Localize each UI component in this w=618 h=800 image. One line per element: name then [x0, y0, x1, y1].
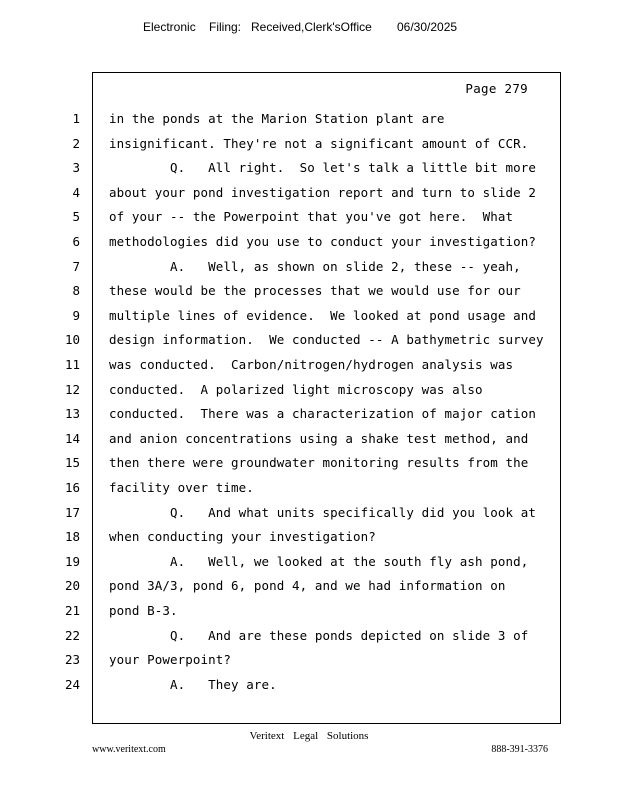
transcript-line: pond 3A/3, pond 6, pond 4, and we had information on: [109, 578, 506, 593]
line-number: 13: [64, 406, 80, 421]
line-number: 21: [64, 603, 80, 618]
filing-header-filing: Filing:: [209, 20, 242, 34]
transcript-line: Q. And what units specifically did you look at: [109, 505, 537, 520]
filing-header-date: 06/30/2025: [397, 20, 458, 34]
line-number: 2: [72, 136, 80, 151]
line-number: 12: [64, 382, 80, 397]
line-number: 17: [64, 505, 80, 520]
transcript-line: in the ponds at the Marion Station plant are: [109, 111, 445, 126]
line-number: 14: [64, 431, 80, 446]
transcript-line: insignificant. They're not a significant amount of CCR.: [109, 136, 529, 151]
line-number: 1: [72, 111, 80, 126]
line-number: 4: [72, 185, 80, 200]
line-number: 11: [64, 357, 80, 372]
transcript-line: about your pond investigation report and turn to slide 2: [109, 185, 537, 200]
line-number: 15: [64, 455, 80, 470]
line-number: 10: [64, 332, 80, 347]
transcript-line: your Powerpoint?: [109, 652, 232, 667]
transcript-line: conducted. There was a characterization of major cation: [109, 406, 537, 421]
line-number: 20: [64, 578, 80, 593]
transcript-line: of your -- the Powerpoint that you've got here. What: [109, 209, 514, 224]
line-number: 3: [72, 160, 80, 175]
line-number: 16: [64, 480, 80, 495]
transcript-line: design information. We conducted -- A bathymetric survey: [109, 332, 544, 347]
transcript-line: facility over time.: [109, 480, 254, 495]
transcript-line: methodologies did you use to conduct your investigation?: [109, 234, 537, 249]
line-number: 24: [64, 677, 80, 692]
transcript-line: when conducting your investigation?: [109, 529, 376, 544]
footer-website: www.veritext.com: [92, 744, 166, 755]
transcript-line: then there were groundwater monitoring results from the: [109, 455, 529, 470]
transcript-line: these would be the processes that we would use for our: [109, 283, 521, 298]
transcript-line: multiple lines of evidence. We looked at pond usage and: [109, 308, 537, 323]
footer-phone: 888-391-3376: [491, 744, 548, 755]
line-number: 18: [64, 529, 80, 544]
filing-header-received: Received,Clerk'sOffice: [251, 20, 372, 34]
transcript-line: and anion concentrations using a shake test method, and: [109, 431, 529, 446]
footer-company: Veritext Legal Solutions: [249, 730, 369, 742]
transcript-line: Q. And are these ponds depicted on slide 3 of: [109, 628, 529, 643]
line-number: 23: [64, 652, 80, 667]
page-label: Page 279: [465, 81, 528, 96]
transcript-line: Q. All right. So let's talk a little bit more: [109, 160, 537, 175]
filing-header-electronic: Electronic: [143, 20, 196, 34]
line-number: 8: [72, 283, 80, 298]
line-number: 19: [64, 554, 80, 569]
transcript-line: pond B-3.: [109, 603, 178, 618]
line-number: 5: [72, 209, 80, 224]
line-number: 6: [72, 234, 80, 249]
transcript-line: was conducted. Carbon/nitrogen/hydrogen analysis was: [109, 357, 514, 372]
transcript-line: A. Well, as shown on slide 2, these -- yeah,: [109, 259, 521, 274]
transcript-line: conducted. A polarized light microscopy was also: [109, 382, 483, 397]
transcript-line: A. Well, we looked at the south fly ash pond,: [109, 554, 529, 569]
line-number: 9: [72, 308, 80, 323]
transcript-line: A. They are.: [109, 677, 277, 692]
line-number: 22: [64, 628, 80, 643]
line-number: 7: [72, 259, 80, 274]
